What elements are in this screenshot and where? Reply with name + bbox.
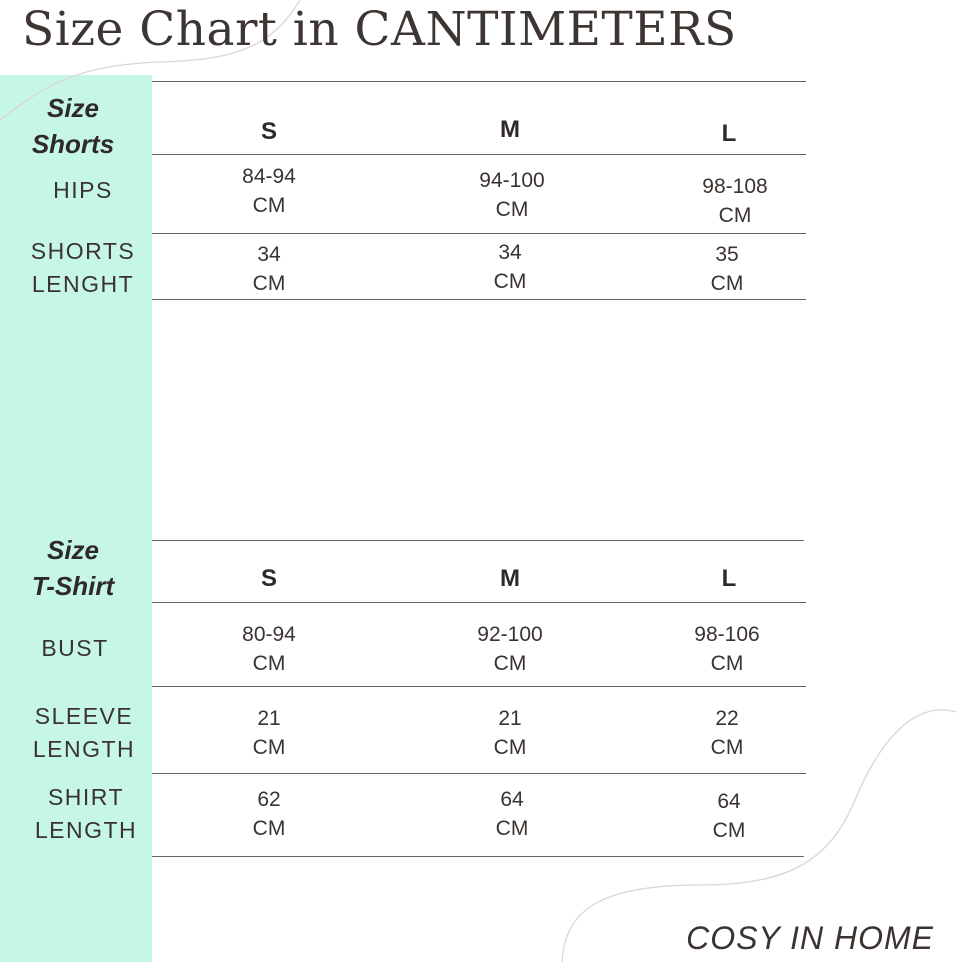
shorts-bottom-rule [152,299,806,300]
tshirt-shirt-s: 62 CM [252,788,286,840]
tshirt-shirt-l: 64 CM [712,790,746,842]
tshirt-row-shirt-label: SHIRT LENGTH [34,784,138,843]
tshirt-row-sleeve-label: SLEEVE LENGTH [32,703,136,762]
shorts-label-line1: Size [46,93,100,123]
tshirt-row1-rule [152,686,806,687]
shorts-length-m: 34 CM [493,241,527,293]
shorts-length-s: 34 CM [252,243,286,295]
shorts-hips-m: 94-100 CM [479,169,545,221]
tshirt-label-line2: T-Shirt [31,571,115,601]
tshirt-top-rule [152,540,804,541]
tshirt-header-rule [152,602,806,603]
shorts-section-label [32,90,114,162]
tshirt-sleeve-m: 21 CM [493,707,527,759]
tshirt-size-m: M [500,565,520,592]
shorts-hips-s: 84-94 CM [242,165,296,217]
shorts-label-line2: Shorts [31,129,115,159]
shorts-header-rule [152,154,806,155]
page-title: Size Chart in CANTIMETERS [22,2,737,57]
tshirt-shirt-m: 64 CM [495,788,529,840]
shorts-row-hips-label: HIPS [53,177,113,203]
tshirt-bust-m: 92-100 CM [477,623,543,675]
tshirt-sleeve-l: 22 CM [710,707,744,759]
shorts-size-m: M [500,116,520,143]
shorts-hips-l: 98-108 CM [702,175,768,227]
shorts-length-l: 35 CM [710,243,744,295]
tshirt-size-l: L [721,565,737,592]
tshirt-bust-l: 98-106 CM [694,623,760,675]
tshirt-row2-rule [152,773,806,774]
shorts-size-s: S [260,118,278,145]
tshirt-label-line1: Size [46,535,100,565]
shorts-row1-rule [152,233,806,234]
tshirt-size-s: S [260,565,278,592]
tshirt-sleeve-s: 21 CM [252,707,286,759]
tshirt-bottom-rule [152,856,804,857]
shorts-size-l: L [721,120,737,147]
tshirt-bust-s: 80-94 CM [242,623,296,675]
shorts-row-length-label: SHORTS LENGHT [30,238,136,297]
brand-name: COSY IN HOME [686,920,934,956]
shorts-top-rule [152,81,806,82]
tshirt-row-bust-label: BUST [41,635,109,661]
tshirt-section-label [32,532,114,604]
